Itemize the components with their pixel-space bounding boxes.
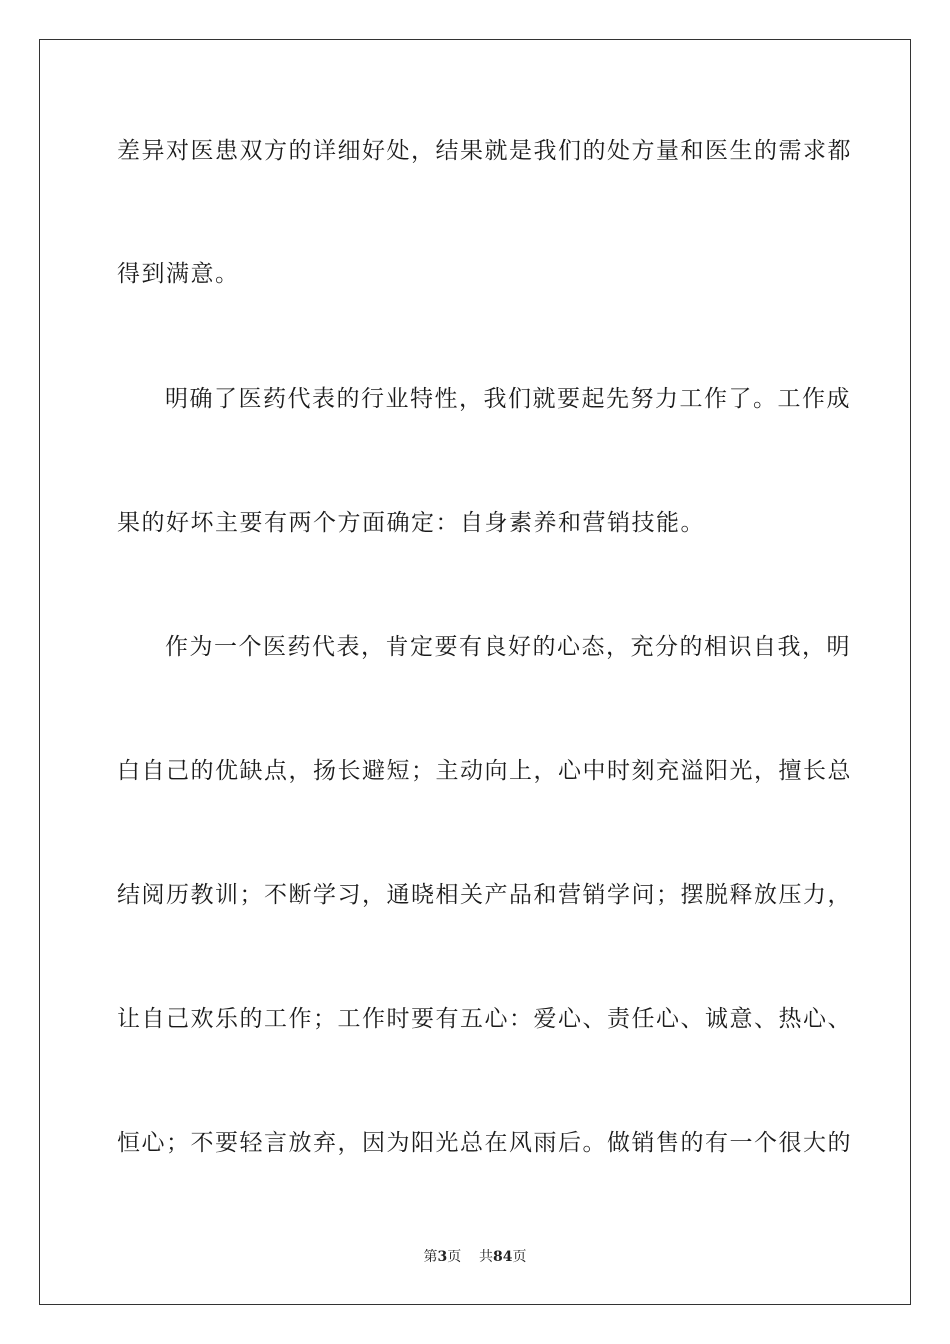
page-number: 3 (437, 1249, 448, 1265)
page-prefix: 第 (423, 1249, 438, 1265)
text-line: 得到满意。 (117, 261, 240, 287)
text-line: 作为一个医药代表，肯定要有良好的心态，充分的相识自我，明 (165, 634, 851, 660)
text-line: 白自己的优缺点，扬长避短；主动向上，心中时刻充溢阳光，擅长总 (117, 758, 852, 784)
total-prefix: 共 (479, 1249, 494, 1265)
page-suffix: 页 (447, 1249, 462, 1265)
text-line: 结阅历教训；不断学习，通晓相关产品和营销学问；摆脱释放压力， (117, 882, 852, 908)
text-line: 恒心；不要轻言放弃，因为阳光总在风雨后。做销售的有一个很大的 (117, 1130, 852, 1156)
total-suffix: 页 (512, 1249, 527, 1265)
page-border (39, 39, 911, 1305)
text-line: 让自己欢乐的工作；工作时要有五心：爱心、责任心、诚意、热心、 (117, 1006, 852, 1032)
text-line: 明确了医药代表的行业特性，我们就要起先努力工作了。工作成 (165, 386, 851, 412)
total-pages: 84 (493, 1249, 513, 1265)
text-line: 果的好坏主要有两个方面确定：自身素养和营销技能。 (117, 510, 705, 536)
text-line: 差异对医患双方的详细好处，结果就是我们的处方量和医生的需求都 (117, 138, 852, 164)
page-footer (0, 1248, 950, 1266)
